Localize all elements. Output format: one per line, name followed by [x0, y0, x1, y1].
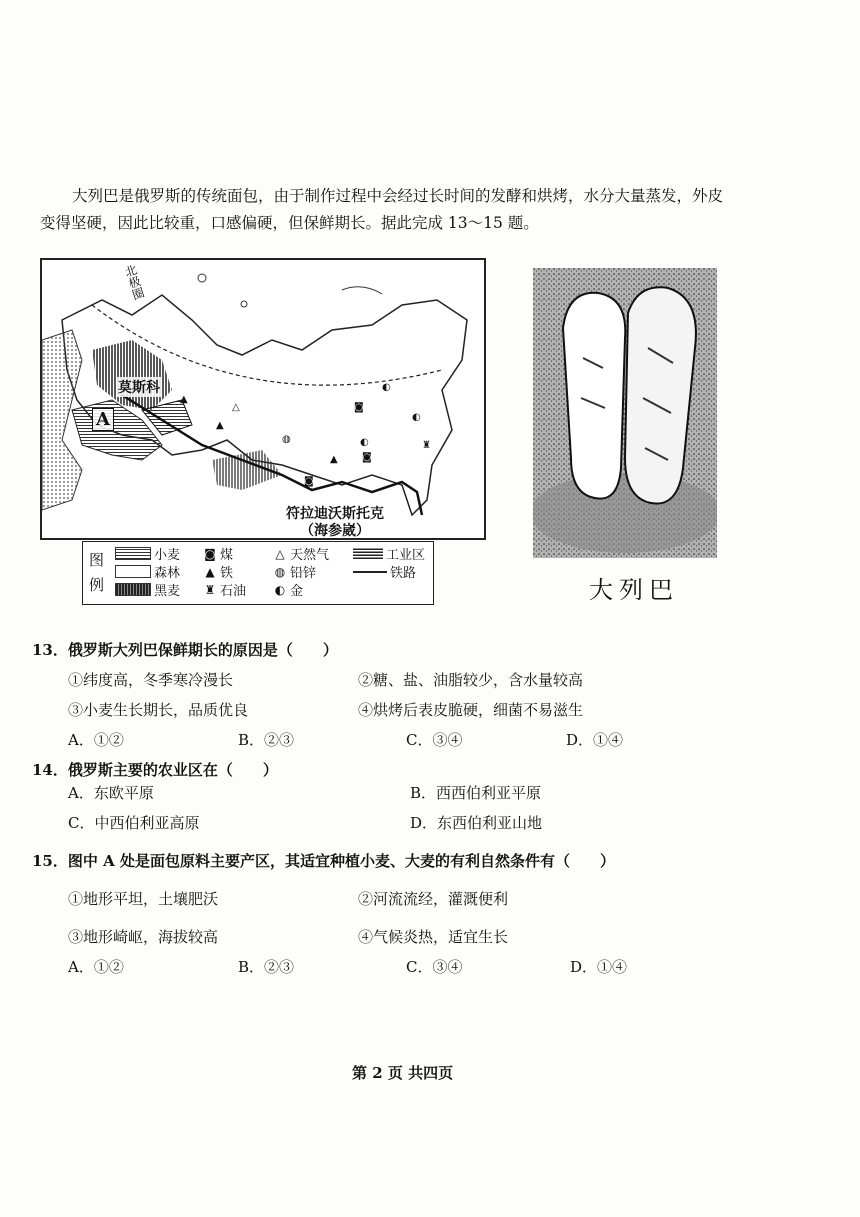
industry-swatch [353, 548, 383, 559]
q15-item-1: ①地形平坦，土壤肥沃 [68, 890, 219, 908]
gold-icon: ◐ [274, 582, 286, 597]
svg-text:◐: ◐ [412, 412, 421, 423]
q15-choice-a[interactable]: A．①② [68, 958, 124, 976]
legend-leadzinc: ◍ 铅锌 [274, 564, 317, 581]
legend-forest: 森林 [115, 563, 180, 580]
q15-item-3: ③地形崎岖，海拔较高 [68, 928, 219, 946]
q14-choice-c[interactable]: C．中西伯利亚高原 [68, 814, 200, 832]
q15-item-2: ②河流流经，灌溉便利 [358, 890, 509, 908]
coal-icon: ◙ [204, 546, 216, 561]
q13-item-1: ①纬度高，冬季寒冷漫长 [68, 671, 234, 689]
photo-caption: 大列巴 [589, 576, 679, 604]
wheat-swatch [115, 547, 151, 560]
q15-choice-b[interactable]: B．②③ [238, 958, 295, 976]
iron-icon: ▲ [205, 564, 215, 579]
svg-text:◙: ◙ [362, 452, 372, 463]
q14-choice-b[interactable]: B．西西伯利亚平原 [410, 784, 542, 802]
legend-coal: ◙ 煤 [204, 546, 234, 563]
region-a-label: A [92, 408, 114, 431]
q13-choice-c[interactable]: C．③④ [406, 731, 463, 749]
legend-wheat: 小麦 [115, 545, 180, 562]
bread-loaf-left [563, 293, 625, 499]
q15-choice-c[interactable]: C．③④ [406, 958, 463, 976]
svg-text:▲: ▲ [180, 394, 188, 405]
gas-icon: △ [275, 546, 285, 561]
q14-stem: 14．俄罗斯主要的农业区在（ ） [32, 761, 278, 779]
moscow-label: 莫斯科 [116, 377, 162, 397]
q15-stem: 15．图中 A 处是面包原料主要产区，其适宜种植小麦、大麦的有利自然条件有（ ） [32, 852, 615, 870]
q13-choice-a[interactable]: A．①② [68, 731, 124, 749]
legend-gold: ◐ 金 [274, 582, 304, 599]
q13-stem: 13．俄罗斯大列巴保鲜期长的原因是（ ） [32, 641, 338, 659]
map-legend [82, 541, 434, 605]
q14-choice-a[interactable]: A．东欧平原 [68, 784, 154, 802]
q15-item-4: ④气候炎热，适宜生长 [358, 928, 509, 946]
svg-text:◙: ◙ [354, 402, 364, 413]
svg-text:◙: ◙ [304, 476, 314, 487]
legend-iron: ▲ 铁 [203, 563, 233, 580]
leadzinc-icon: ◍ [274, 564, 286, 579]
arctic-label: 北极圈 [121, 262, 147, 302]
railway-swatch [353, 571, 387, 573]
q14-choice-d[interactable]: D．东西伯利亚山地 [410, 814, 543, 832]
russia-map [40, 258, 486, 540]
vladivostok-label: 符拉迪沃斯托克 （海参崴） [286, 506, 384, 539]
q13-item-4: ④烘烤后表皮脆硬，细菌不易滋生 [358, 701, 584, 719]
forest-swatch [115, 565, 151, 578]
svg-text:♜: ♜ [422, 440, 431, 451]
intro-paragraph: 大列巴是俄罗斯的传统面包，由于制作过程中会经过长时间的发酵和烘烤，水分大量蒸发，外皮变得坚硬，因此比较重，口感偏硬，但保鲜期长。据此完成 13～15 题。 [40, 187, 724, 232]
q13-item-2: ②糖、盐、油脂较少，含水量较高 [358, 671, 584, 689]
rye-swatch [115, 583, 151, 596]
legend-title: 图 例 [89, 551, 105, 594]
svg-text:△: △ [232, 402, 240, 413]
legend-oil: ♜ 石油 [204, 582, 247, 599]
page-footer: 第 2 页 共四页 [352, 1064, 454, 1082]
q13-item-3: ③小麦生长期长，品质优良 [68, 701, 249, 719]
bread-drawing [533, 268, 717, 558]
legend-industry: 工业区 [353, 545, 425, 562]
q13-choice-d[interactable]: D．①④ [566, 731, 624, 749]
legend-gas: △ 天然气 [273, 545, 329, 562]
q13-choice-b[interactable]: B．②③ [238, 731, 295, 749]
bread-photo [533, 268, 717, 558]
map-drawing [42, 260, 484, 538]
legend-rye: 黑麦 [115, 581, 180, 598]
oil-icon: ♜ [204, 582, 216, 597]
svg-text:◐: ◐ [382, 382, 391, 393]
svg-text:◐: ◐ [360, 437, 369, 448]
svg-text:▲: ▲ [216, 420, 224, 431]
svg-text:▲: ▲ [330, 454, 338, 465]
legend-railway: 铁路 [353, 563, 416, 580]
q15-choice-d[interactable]: D．①④ [570, 958, 628, 976]
svg-text:◍: ◍ [282, 434, 291, 445]
